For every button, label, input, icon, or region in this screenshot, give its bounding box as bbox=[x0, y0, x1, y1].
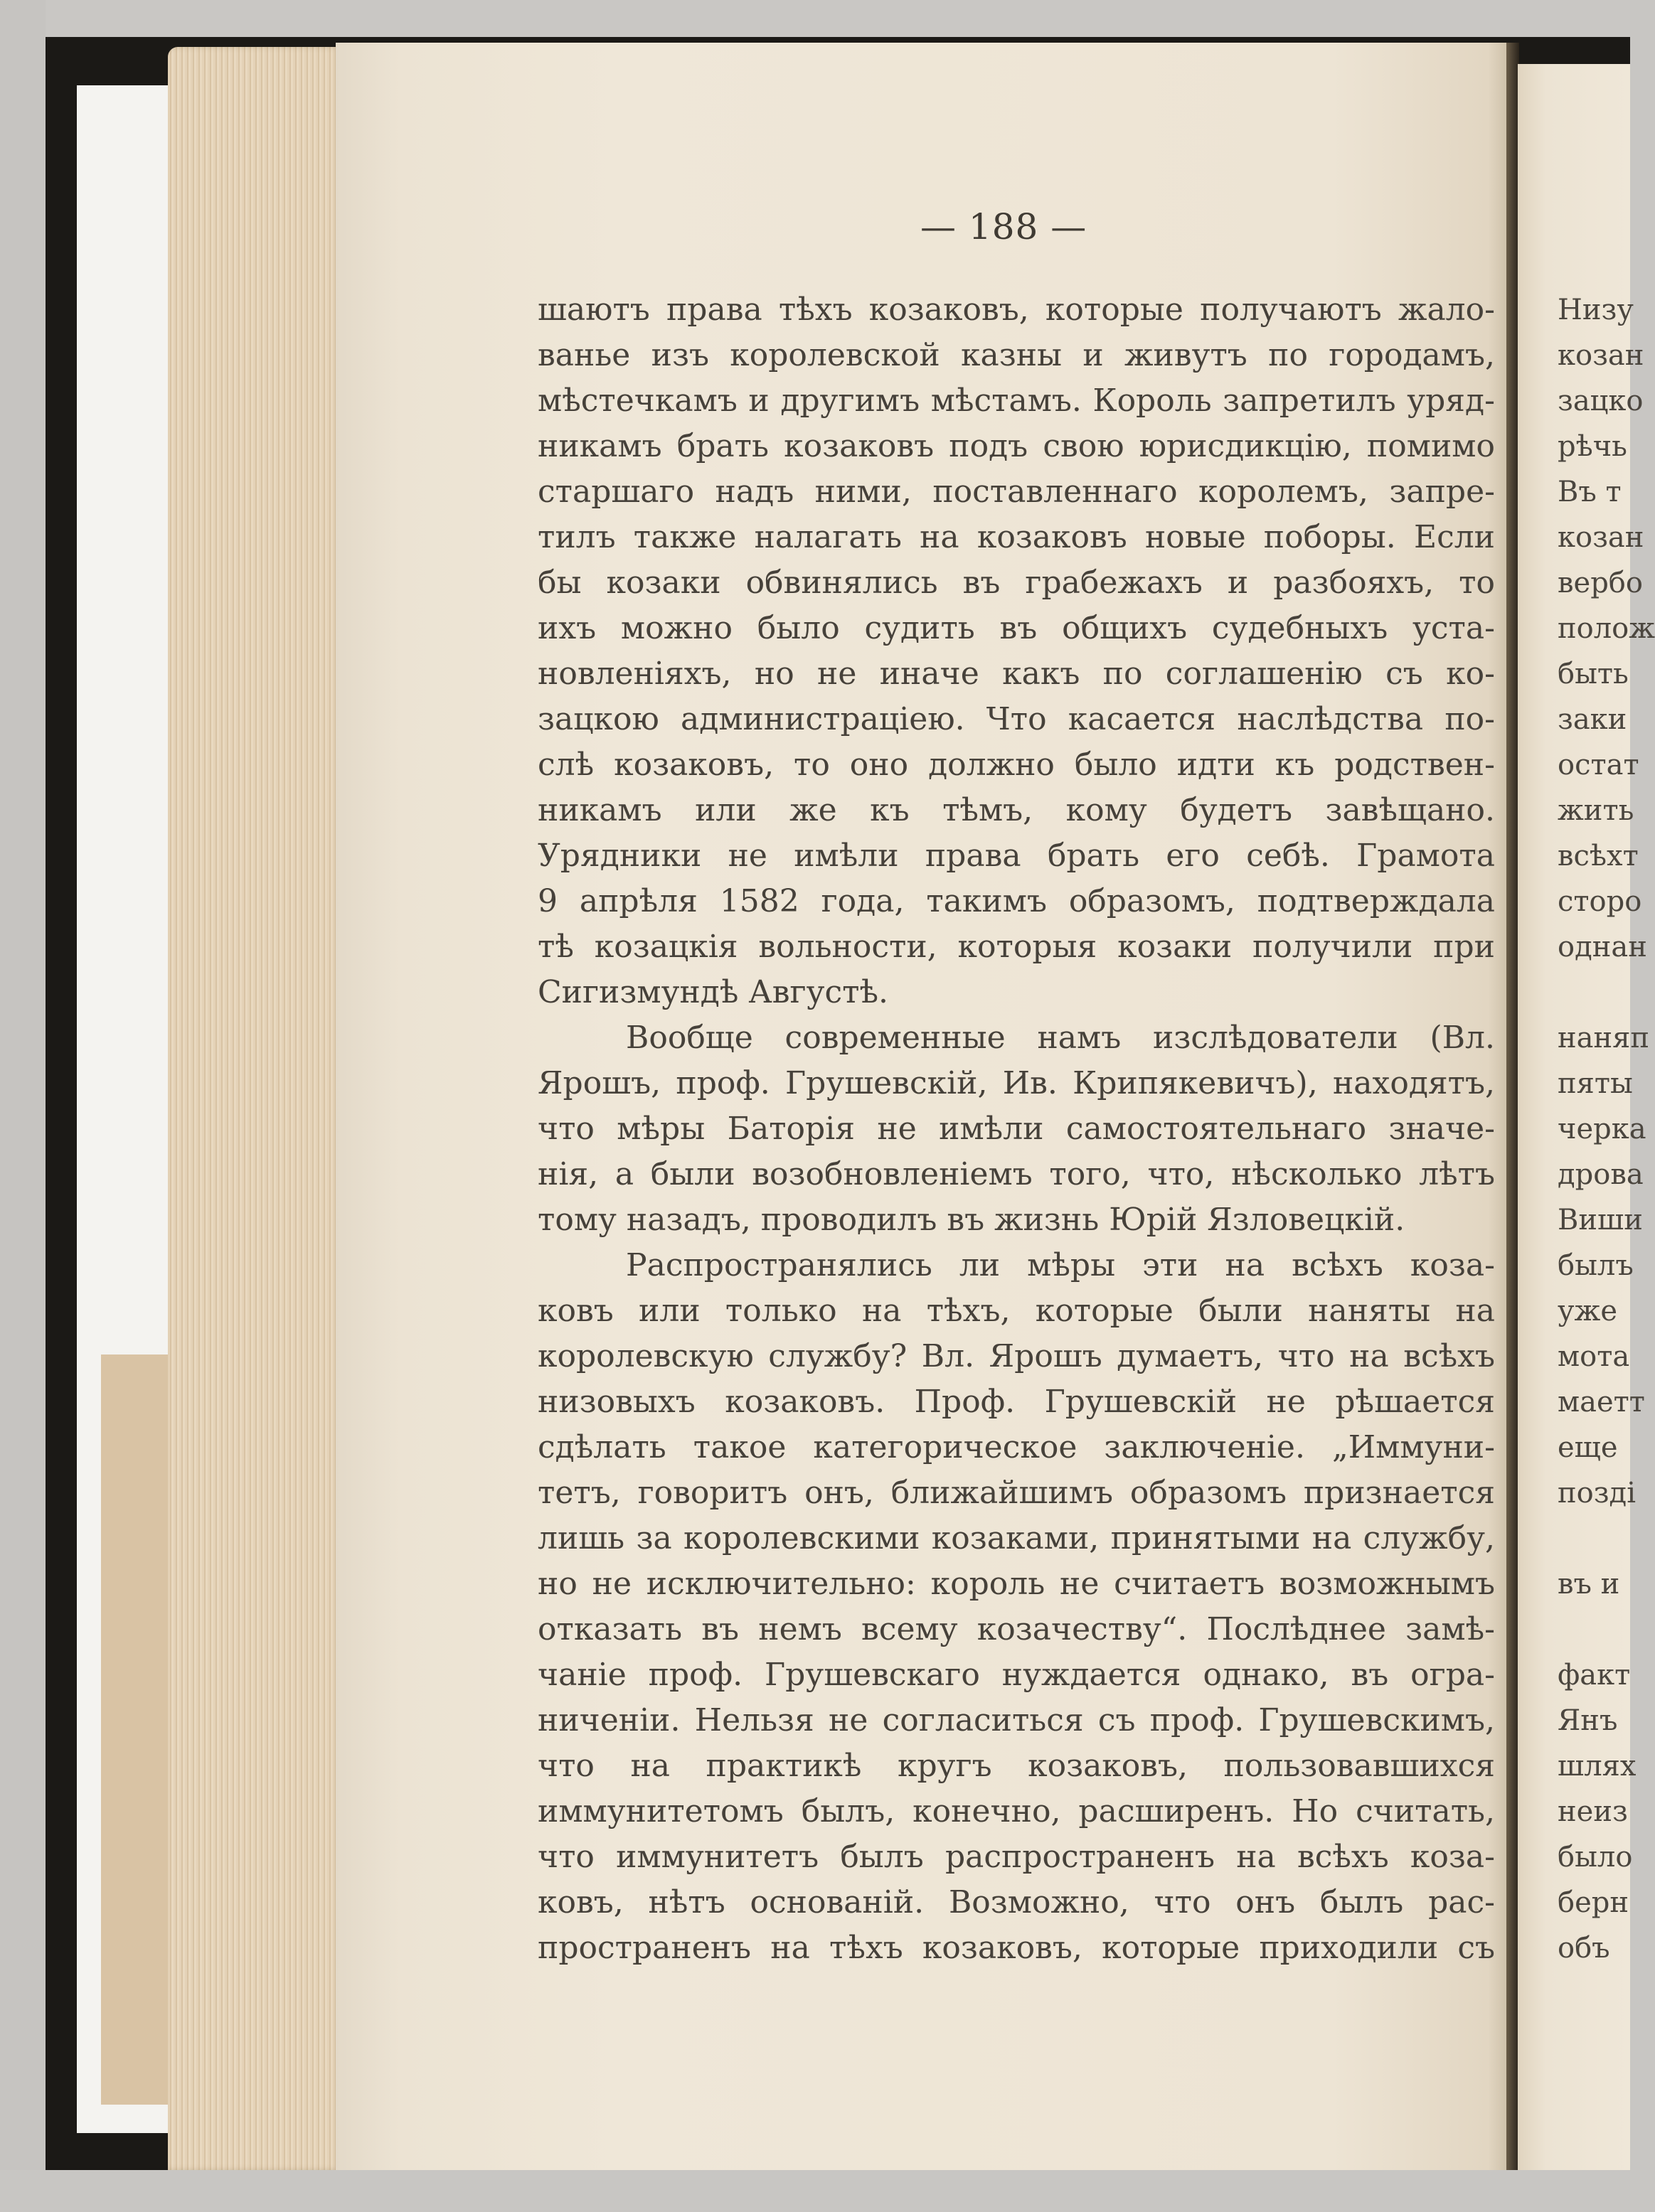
text-line: Распространялись ли мѣры эти на всѣхъ коза- bbox=[626, 1247, 1495, 1283]
next-page-line: вербо bbox=[1558, 567, 1643, 599]
text-line: ковъ, нѣтъ основаній. Возможно, что онъ былъ рас- bbox=[538, 1884, 1495, 1920]
text-line: сдѣлать такое категорическое заключеніе. „Иммуни- bbox=[538, 1429, 1495, 1465]
text-line: никамъ брать козаковъ подъ свою юрисдикцію, помимо bbox=[538, 428, 1495, 464]
next-page-line: маетт bbox=[1558, 1386, 1645, 1418]
text-line: что иммунитетъ былъ распространенъ на всѣхъ коза- bbox=[538, 1839, 1495, 1875]
next-page-line bbox=[1558, 970, 1630, 1015]
scan-frame-top bbox=[0, 0, 1630, 37]
text-line: шаютъ права тѣхъ козаковъ, которые получаютъ жало- bbox=[538, 292, 1495, 328]
text-line: тѣ козацкія вольности, которыя козаки получили при bbox=[538, 929, 1495, 965]
text-line: бы козаки обвинялись въ грабежахъ и разбояхъ, то bbox=[538, 565, 1495, 601]
next-page-line: Янъ bbox=[1558, 1704, 1618, 1737]
next-page-line: Низу bbox=[1558, 294, 1634, 326]
text-line: Сигизмундѣ Августѣ. bbox=[538, 974, 888, 1010]
text-line: что мѣры Баторія не имѣли самостоятельнаго значе- bbox=[538, 1111, 1495, 1147]
next-page-line: пяты bbox=[1558, 1067, 1633, 1100]
text-line: ковъ или только на тѣхъ, которые были наняты на bbox=[538, 1293, 1495, 1329]
page-number: — 188 — bbox=[920, 206, 1087, 247]
text-line: слѣ козаковъ, то оно должно было идти къ родствен- bbox=[538, 747, 1495, 783]
book-page-edges bbox=[168, 47, 341, 2170]
text-line: но не исключительно: король не считаетъ возможнымъ bbox=[538, 1566, 1495, 1602]
text-line: лишь за королевскими козаками, принятыми на службу, bbox=[538, 1520, 1495, 1556]
page-text bbox=[538, 287, 1495, 1971]
text-line: никамъ или же къ тѣмъ, кому будетъ завѣщано. bbox=[538, 792, 1495, 828]
next-page-line: Въ т bbox=[1558, 476, 1622, 508]
next-page-line: сторо bbox=[1558, 885, 1642, 918]
next-page-line bbox=[1558, 1516, 1630, 1561]
next-page-line: заки bbox=[1558, 703, 1627, 736]
next-page-line: берн bbox=[1558, 1886, 1629, 1919]
text-line: что на практикѣ кругъ козаковъ, пользовавшихся bbox=[538, 1748, 1495, 1784]
text-line: ихъ можно было судить въ общихъ судебныхъ уста- bbox=[538, 610, 1495, 646]
text-line: иммунитетомъ былъ, конечно, расширенъ. Но считать, bbox=[538, 1793, 1495, 1829]
next-page-line: еще bbox=[1558, 1431, 1618, 1464]
next-page-line: шлях bbox=[1558, 1750, 1637, 1783]
text-line: ванье изъ королевской казны и живутъ по городамъ, bbox=[538, 337, 1495, 373]
next-page-line: Виши bbox=[1558, 1204, 1643, 1236]
next-page-line: былъ bbox=[1558, 1249, 1634, 1282]
text-line: Вообще современные намъ изслѣдователи (Вл. bbox=[626, 1020, 1495, 1056]
text-line: новленіяхъ, но не иначе какъ по соглашенію съ ко- bbox=[538, 656, 1495, 692]
next-page-line: неиз bbox=[1558, 1795, 1628, 1828]
next-page-line: позді bbox=[1558, 1477, 1636, 1510]
next-page-line bbox=[1558, 1607, 1630, 1652]
text-line: королевскую службу? Вл. Ярошъ думаетъ, что на всѣхъ bbox=[538, 1338, 1495, 1374]
text-line: Ярошъ, проф. Грушевскій, Ив. Крипякевичъ), находятъ, bbox=[538, 1065, 1495, 1101]
text-line: чаніе проф. Грушевскаго нуждается однако, въ огра- bbox=[538, 1657, 1495, 1693]
next-page-line: жить bbox=[1558, 794, 1634, 827]
bookmark-tab bbox=[101, 1355, 169, 2105]
next-page-line: полож bbox=[1558, 612, 1655, 645]
text-line: ниченіи. Нельзя не согласиться съ проф. Грушевскимъ, bbox=[538, 1702, 1495, 1738]
next-page-line: было bbox=[1558, 1841, 1633, 1874]
text-line: низовыхъ козаковъ. Проф. Грушевскій не рѣшается bbox=[538, 1384, 1495, 1420]
text-line: тому назадъ, проводилъ въ жизнь Юрій Язловецкій. bbox=[538, 1202, 1405, 1238]
next-page-line: уже bbox=[1558, 1295, 1618, 1327]
next-page-line: объ bbox=[1558, 1932, 1610, 1965]
text-line: зацкою администраціею. Что касается наслѣдства по- bbox=[538, 701, 1495, 737]
next-page-line: черка bbox=[1558, 1113, 1646, 1145]
next-page-line: всѣхт bbox=[1558, 840, 1639, 872]
next-page-line: дрова bbox=[1558, 1158, 1644, 1191]
scan-frame-bottom bbox=[0, 2170, 1630, 2212]
text-line: старшаго надъ ними, поставленнаго королемъ, запре- bbox=[538, 474, 1495, 510]
next-page-line: факт bbox=[1558, 1659, 1631, 1692]
text-line: тилъ также налагать на козаковъ новые поборы. Если bbox=[538, 519, 1495, 555]
next-page-line: быть bbox=[1558, 658, 1629, 690]
next-page-text bbox=[1558, 287, 1655, 1971]
next-page-line: въ и bbox=[1558, 1568, 1620, 1601]
next-page-line: однан bbox=[1558, 931, 1647, 963]
text-line: мѣстечкамъ и другимъ мѣстамъ. Король запретилъ уряд- bbox=[538, 383, 1495, 419]
text-line: 9 апрѣля 1582 года, такимъ образомъ, подтверждала bbox=[538, 883, 1495, 919]
next-page-line: остат bbox=[1558, 749, 1639, 781]
next-page-line: козан bbox=[1558, 521, 1644, 554]
text-line: Урядники не имѣли права брать его себѣ. Грамота bbox=[538, 838, 1495, 874]
scan-frame-left bbox=[0, 0, 46, 2212]
next-page-line: наняп bbox=[1558, 1022, 1650, 1054]
text-line: отказать въ немъ всему козачеству“. Послѣднее замѣ- bbox=[538, 1611, 1495, 1647]
next-page-line: рѣчь bbox=[1558, 430, 1627, 463]
text-line: тетъ, говоритъ онъ, ближайшимъ образомъ признается bbox=[538, 1475, 1495, 1511]
next-page-line: мота bbox=[1558, 1340, 1630, 1373]
text-line: пространенъ на тѣхъ козаковъ, которые приходили съ bbox=[538, 1930, 1495, 1966]
text-line: нія, а были возобновленіемъ того, что, нѣсколько лѣтъ bbox=[538, 1156, 1495, 1192]
next-page-line: козан bbox=[1558, 339, 1644, 372]
next-page-line: зацко bbox=[1558, 385, 1644, 417]
